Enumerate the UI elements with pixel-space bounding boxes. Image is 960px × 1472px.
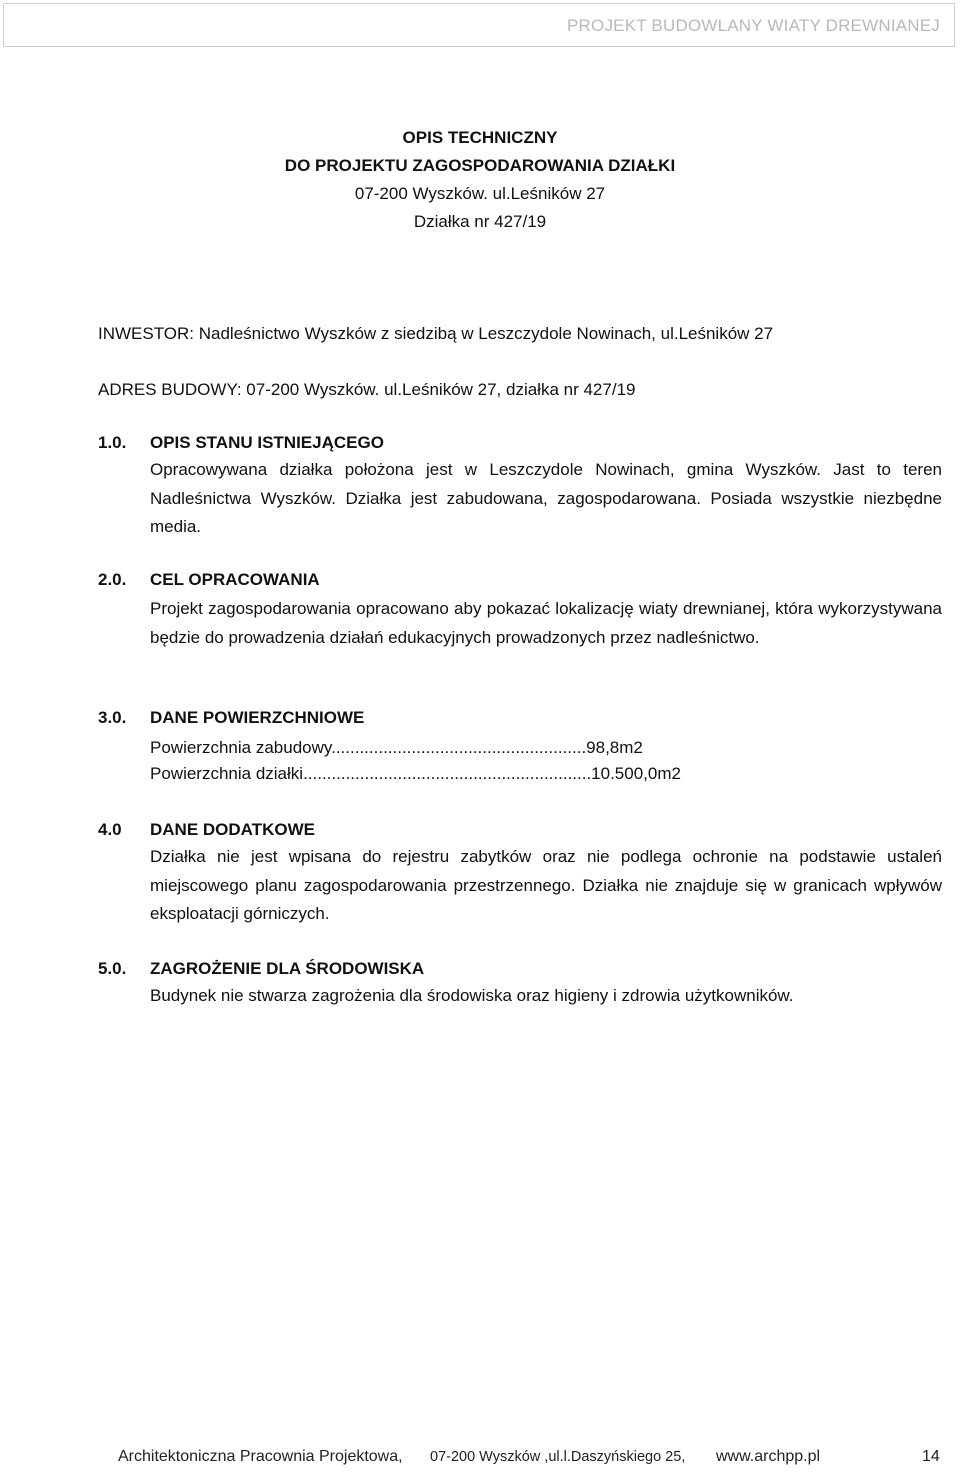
footer-website[interactable]: www.archpp.pl [716,1448,821,1465]
title-line-2: DO PROJEKTU ZAGOSPODAROWANIA DZIAŁKI [284,156,676,175]
footer-office: Architektoniczna Pracownia Projektowa, [118,1448,403,1465]
page-footer [0,1444,960,1472]
title-line-3: 07-200 Wyszków. ul.Leśników 27 [354,184,606,203]
page-number: 14 [922,1448,940,1465]
plot-area-row: Powierzchnia działki.............................................................10.500,0m2 [150,764,681,783]
investor-line: INWESTOR: Nadleśnictwo Wyszków z siedzibą w Leszczydole Nowinach, ul.Leśników 27 [98,324,774,343]
footer-address: 07-200 Wyszków ,ul.l.Daszyńskiego 25, [430,1449,686,1465]
site-address-line: ADRES BUDOWY: 07-200 Wyszków. ul.Leśników 27, działka nr 427/19 [98,380,636,399]
header-title: PROJEKT BUDOWLANY WIATY DREWNIANEJ [567,16,940,35]
section-1-title: OPIS STANU ISTNIEJĄCEGO [150,433,384,452]
built-area-row: Powierzchnia zabudowy......................................................98,8m2 [150,738,643,757]
section-5-number: 5.0. [98,959,127,978]
section-3-title: DANE POWIERZCHNIOWE [150,708,365,727]
section-1-number: 1.0. [98,433,127,452]
title-line-1: OPIS TECHNICZNY [402,128,558,147]
section-1-text: Opracowywana działka położona jest w Leszczydole Nowinach, gmina Wyszków. Jast to teren Nadleśnictwa Wyszków. Działka jest zabudowana, zagospodarowana. Posiada wszystkie niezbędne media. [150,460,942,536]
section-5-title: ZAGROŻENIE DLA ŚRODOWISKA [150,959,425,978]
section-5-text: Budynek nie stwarza zagrożenia dla środowiska oraz higieny i zdrowia użytkowników. [150,986,794,1005]
section-4-text: Działka nie jest wpisana do rejestru zabytków oraz nie podlega ochronie na podstawie ustaleń miejscowego planu zagospodarowania przestrzennego. Działka nie znajduje się w granicach wpływów eksploatacji górniczych. [150,847,942,923]
document-title [0,124,960,236]
title-line-4: Działka nr 427/19 [413,212,547,231]
section-4-title: DANE DODATKOWE [150,820,315,839]
page-header [3,3,955,47]
section-4-number: 4.0 [98,820,122,839]
section-2-text: Projekt zagospodarowania opracowano aby pokazać lokalizację wiaty drewnianej, która wykorzystywana będzie do prowadzenia działań edukacyjnych prowadzonych przez nadleśnictwo. [150,599,942,647]
section-2-title: CEL OPRACOWANIA [150,570,320,589]
section-3-number: 3.0. [98,708,127,727]
section-2-number: 2.0. [98,570,127,589]
